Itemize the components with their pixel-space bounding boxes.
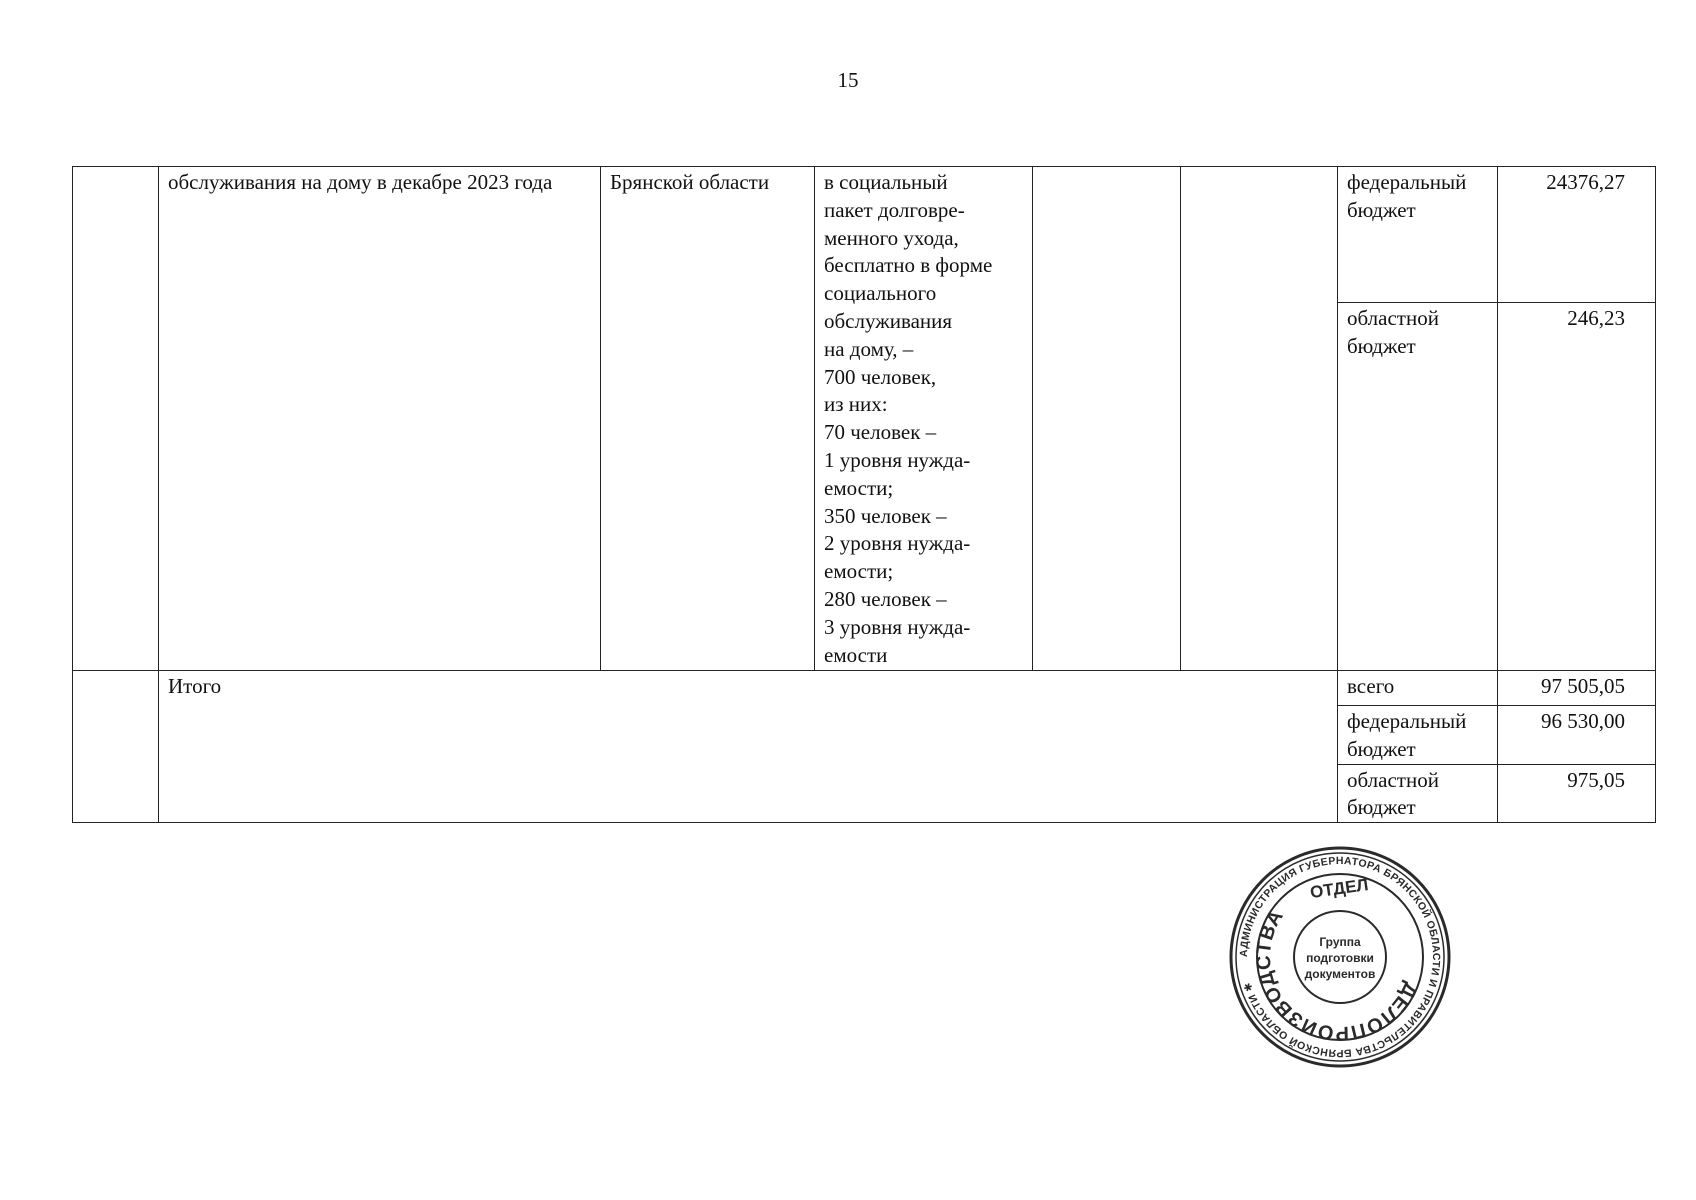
funding-amount-cell: 975,05 xyxy=(1498,764,1656,823)
funding-amount-cell: 24376,27 xyxy=(1498,167,1656,303)
total-label-cell: Итого xyxy=(159,671,1338,823)
table-row xyxy=(73,167,1656,303)
stamp-center-line: подготовки xyxy=(1306,951,1374,965)
executor-cell: Брянской области xyxy=(601,167,815,671)
description-cell: в социальный пакет долговре- менного ухода, бесплатно в форме социального обслуживания на дому, – 700 человек, из них: 70 человек – 1 уровня нужда- емости; 350 человек – 2 уровня нужда- емости; 280 человек – 3 уровня нужда- емости xyxy=(815,167,1033,671)
stamp-ring-word: ДЕЛОПРОИЗВОДСТВА xyxy=(1252,905,1422,1045)
stamp-center-line: Группа xyxy=(1319,935,1361,949)
funding-source-cell: всего xyxy=(1338,671,1498,706)
index-cell xyxy=(73,671,159,823)
empty-cell xyxy=(1181,167,1338,671)
office-stamp xyxy=(1229,846,1451,1068)
funding-source-cell: федеральный бюджет xyxy=(1338,706,1498,765)
stamp-seal-icon xyxy=(1229,846,1451,1068)
table-row xyxy=(73,671,1656,706)
funding-amount-cell: 96 530,00 xyxy=(1498,706,1656,765)
funding-source-cell: областной бюджет xyxy=(1338,303,1498,671)
funding-source-cell: федеральный бюджет xyxy=(1338,167,1498,303)
empty-cell xyxy=(1033,167,1181,671)
budget-table xyxy=(72,166,1656,823)
stamp-top-word: ОТДЕЛ xyxy=(1308,875,1370,903)
page-number: 15 xyxy=(837,68,859,92)
funding-amount-cell: 246,23 xyxy=(1498,303,1656,671)
svg-text:ДЕЛОПРОИЗВОДСТВА xyxy=(1228,904,1430,1068)
activity-cell: обслуживания на дому в декабре 2023 года xyxy=(159,167,601,671)
stamp-center-line: документов xyxy=(1304,967,1376,981)
funding-amount-cell: 97 505,05 xyxy=(1498,671,1656,706)
index-cell xyxy=(73,167,159,671)
stamp-outer-text: АДМИНИСТРАЦИЯ ГУБЕРНАТОРА БРЯНСКОЙ ОБЛАСТИ И ПРАВИТЕЛЬСТВА БРЯНСКОЙ ОБЛАСТИ ✱ xyxy=(1237,854,1443,1060)
funding-source-cell: областной бюджет xyxy=(1338,764,1498,823)
